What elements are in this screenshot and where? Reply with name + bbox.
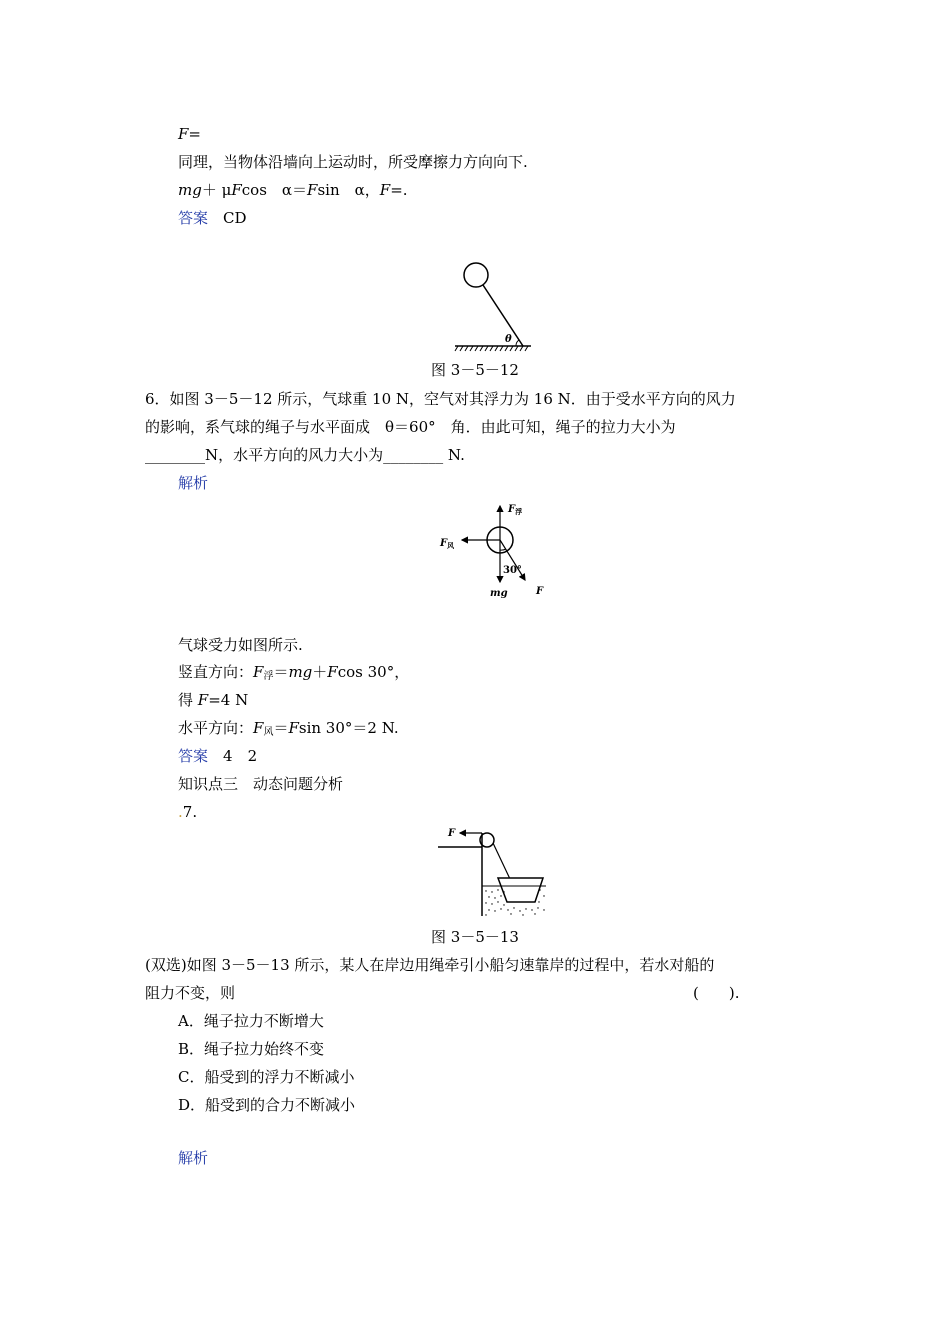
f-wind-label: $F_风$ bbox=[440, 538, 455, 550]
section-heading: 知识点三 动态问题分析 bbox=[178, 775, 344, 793]
answer-blank: ________ bbox=[383, 446, 444, 464]
force-diagram bbox=[430, 500, 550, 600]
question-7-line1: (双选)如图 3－5－13 所示，某人在岸边用绳牵引小船匀速靠岸的过程中，若水对船的 bbox=[145, 956, 715, 974]
balloon bbox=[464, 263, 488, 287]
option-d: D．船受到的合力不断减小 bbox=[178, 1096, 356, 1114]
analysis-label: 解析 bbox=[178, 1149, 209, 1167]
f-label: F bbox=[536, 586, 544, 597]
rope bbox=[493, 843, 510, 879]
option-c: C．船受到的浮力不断减小 bbox=[178, 1068, 355, 1086]
text-line: 同理，当物体沿墙向上运动时，所受摩擦力方向向下. bbox=[178, 153, 528, 171]
rope bbox=[483, 285, 523, 346]
figure-caption: 图 3－5－12 bbox=[431, 361, 519, 379]
question-6-line2: 的影响，系气球的绳子与水平面成 θ＝60° 角．由此可知，绳子的拉力大小为 bbox=[145, 418, 676, 436]
answer-bracket: ( ). bbox=[693, 984, 740, 1002]
result-line: 得 F=4 N bbox=[178, 691, 249, 709]
angle-label: 30° bbox=[503, 565, 522, 576]
question-6-line3: ________N，水平方向的风力大小为________ N. bbox=[145, 446, 465, 464]
solution-line: 气球受力如图所示. bbox=[178, 636, 303, 654]
answer-label: 答案 bbox=[178, 209, 209, 227]
question-6-line1: 6．如图 3－5－12 所示，气球重 10 N，空气对其浮力为 16 N．由于受水平方向的风力 bbox=[145, 390, 736, 408]
question-7-number: .7. bbox=[178, 803, 198, 821]
balloon-figure bbox=[455, 260, 535, 352]
boat bbox=[498, 878, 543, 902]
vertical-equation: 竖直方向：$F_浮=mg+Fcos$ 30°， bbox=[178, 663, 410, 682]
answer-line: 答案 CD bbox=[178, 209, 247, 227]
friction-equation: mg＋ μFcos α＝Fsin α，F=. bbox=[178, 181, 408, 199]
f-label: F bbox=[448, 828, 456, 839]
analysis-label: 解析 bbox=[178, 474, 209, 492]
horizontal-equation: 水平方向：$F_风=Fsin$ 30°＝2 N. bbox=[178, 719, 399, 738]
option-a: A．绳子拉力不断增大 bbox=[178, 1012, 324, 1030]
option-b: B．绳子拉力始终不变 bbox=[178, 1040, 325, 1058]
question-7-line2: 阻力不变，则 ( ). bbox=[145, 984, 740, 1002]
mg-label: mg bbox=[490, 588, 508, 599]
theta-label: θ bbox=[505, 334, 512, 345]
boat-figure bbox=[436, 826, 548, 916]
formula-f: F= bbox=[178, 125, 201, 143]
f-float-label: $F_浮$ bbox=[508, 504, 523, 516]
figure-caption: 图 3－5－13 bbox=[431, 928, 519, 946]
answer-line: 答案 4 2 bbox=[178, 747, 258, 765]
answer-label: 答案 bbox=[178, 747, 209, 765]
answer-blank: ________ bbox=[145, 446, 205, 464]
